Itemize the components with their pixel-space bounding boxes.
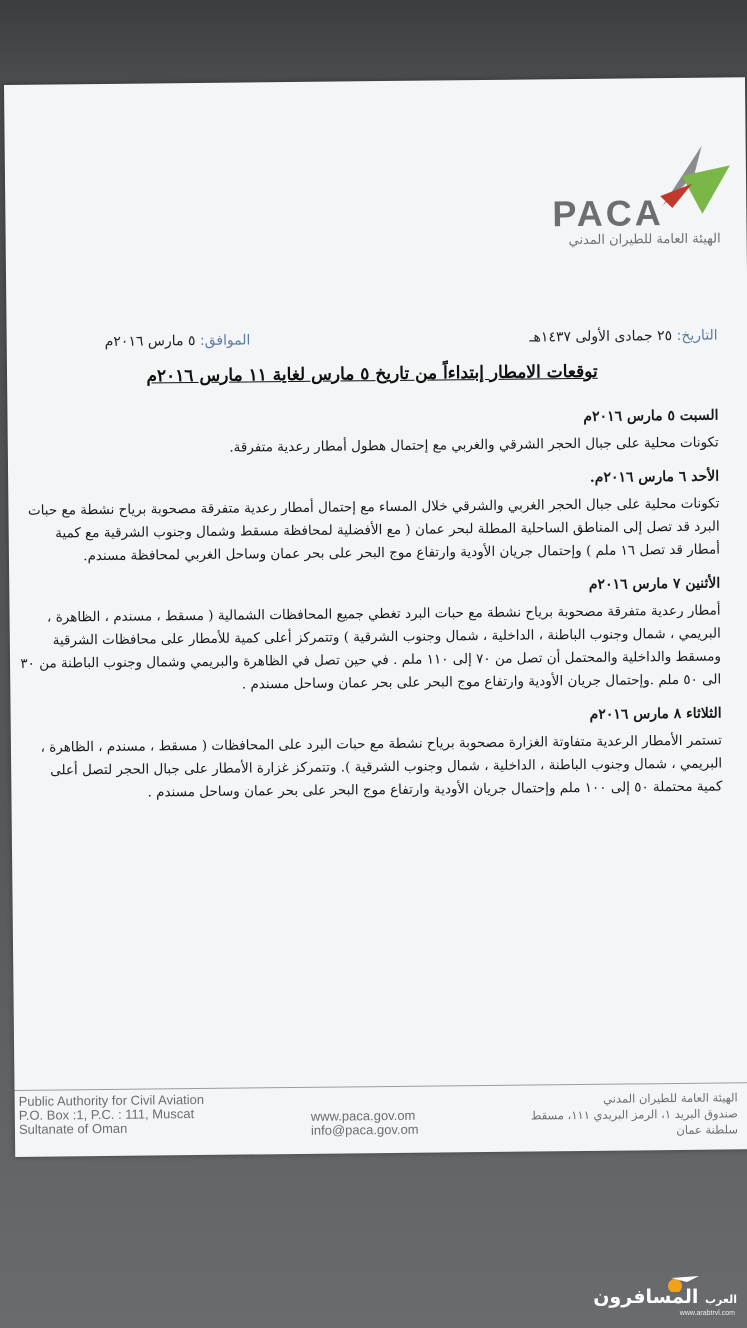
footer-contact [311, 1109, 419, 1138]
day-section [19, 576, 721, 699]
footer-email: info@paca.gov.om [310, 1121, 419, 1138]
watermark-main: المسافرون [593, 1286, 699, 1308]
footer-ar-line: الهيئة العامة للطيران المدني [603, 1090, 738, 1106]
match-value: ٥ مارس ٢٠١٦م [104, 333, 196, 350]
footer-website: www.paca.gov.om [310, 1107, 416, 1124]
forecast-body [17, 408, 722, 820]
paca-logo [552, 135, 733, 247]
day-section [17, 408, 718, 462]
day-heading: الأثنين ٧ مارس ٢٠١٦م [588, 575, 721, 593]
logo-arabic-name: الهيئة العامة للطيران المدني [568, 231, 721, 249]
footer-en-line: Sultanate of Oman [18, 1120, 128, 1137]
date-label: التاريخ: [676, 327, 718, 344]
footer-en-line: Public Authority for Civil Aviation [18, 1091, 205, 1109]
footer-ar-line: صندوق البريد ١، الرمز البريدي ١١١، مسقط [530, 1106, 738, 1123]
day-heading: السبت ٥ مارس ٢٠١٦م [583, 407, 719, 425]
footer-english-address [19, 1093, 205, 1137]
day-section [18, 469, 720, 569]
day-text: أمطار رعدية متفرقة مصحوبة برياح نشطة مع حبات البرد تغطي جميع المحافظات الشمالية ( مسقط ، مسندم ، الظاهرة ، البريمي ، شمال وجنوب الباطنة ، الداخلية ، شمال وجنوب الشرقية ) وتتمركز أعلى كمية للأمطار على محافظات الشرقية ومسقط والداخلية والمحتمل أن تصل من ٧٠ إلى ١١٠ ملم . في حين تصل في الظاهرة والبريمي وشمال وجنوب الباطنة من ٣٠ الى ٥٠ ملم .وإحتمال جريان الأودية وارتفاع موج البحر على بحر عمان وساحل مسندم . [20, 602, 722, 693]
letter-page [4, 77, 747, 1157]
footer-ar-line: سلطنة عمان [676, 1122, 739, 1138]
day-heading: الثلاثاء ٨ مارس ٢٠١٦م [589, 705, 722, 723]
document-title: توقعات الامطار إبتداءاً من تاريخ ٥ مارس لغاية ١١ مارس ٢٠١٦م [146, 361, 598, 387]
gregorian-date [105, 332, 251, 350]
footer-arabic-address [531, 1089, 739, 1139]
day-section [21, 706, 723, 806]
logo-acronym: PACA [552, 192, 664, 235]
match-label: الموافق: [199, 332, 251, 349]
day-text: تكونات محلية على جبال الحجر الغربي والشرقي خلال المساء مع إحتمال أمطار رعدية متفرقة مصحوبة برياح نشطة مع حبات البرد قد تصل إلى المناطق الساحلية المطلة لبحر عمان ( مع الأفضلية لمحافظة مسقط وشمال وجنوب الشرقية مع كمية أمطار قد تصل ١٦ ملم ) وإحتمال جريان الأودية وارتفاع موج البحر على بحر عمان وساحل الغربي لمحافظة مسندم. [27, 495, 720, 565]
day-heading: الأحد ٦ مارس ٢٠١٦م. [589, 468, 720, 486]
day-text: تكونات محلية على جبال الحجر الشرقي والغربي مع إحتمال هطول أمطار رعدية متفرقة. [229, 434, 719, 456]
day-text: تستمر الأمطار الرعدية متفاوتة الغزارة مصحوبة برياح نشطة مع حبات البرد على المحافظات ( مسقط ، مسندم ، الظاهرة ، البريمي ، شمال وجنوب الباطنة ، الداخلية ، شمال وجنوب الشرقية ). وتتمركز غزارة الأمطار على جبال الحجر لتصل أعلى كمية محتملة ٥٠ إلى ١٠٠ ملم وإحتمال جريان الأودية وارتفاع موج البحر على بحر عمان وساحل مسندم . [40, 732, 723, 801]
watermark-url: www.arabtrvl.com [679, 1310, 735, 1317]
date-row [27, 327, 728, 358]
date-value: ٢٥ جمادى الأولى ١٤٣٧هـ [529, 328, 673, 346]
footer-en-line: P.O. Box :1, P.C. : 111, Muscat [18, 1106, 195, 1123]
site-watermark [593, 1272, 743, 1322]
hijri-date [529, 328, 717, 346]
watermark-small: العرب [704, 1293, 737, 1306]
watermark-text [593, 1286, 737, 1308]
